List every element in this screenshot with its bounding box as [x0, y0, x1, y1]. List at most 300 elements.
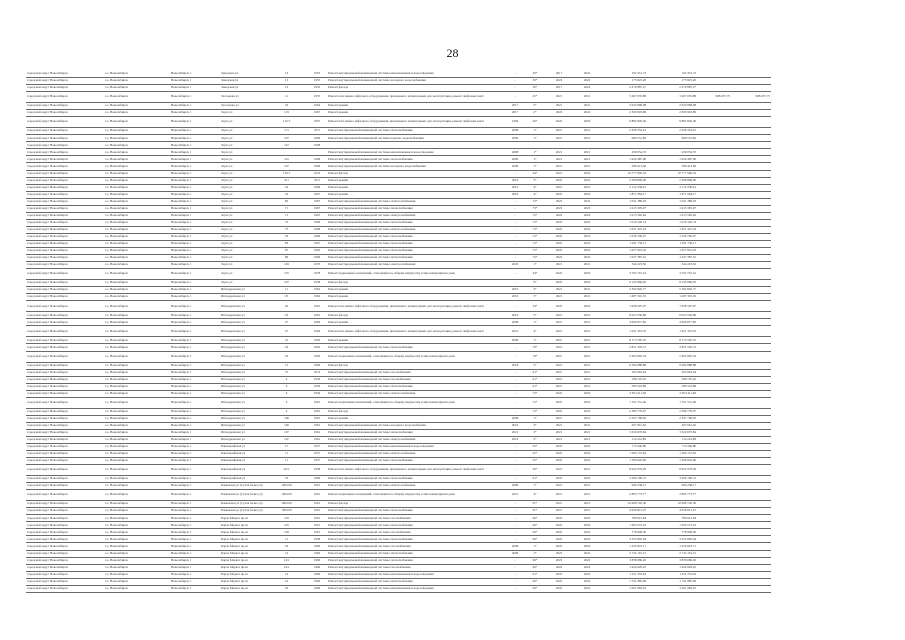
table-cell [697, 280, 731, 287]
table-cell: г.о. Новосибирск [104, 536, 170, 543]
table-cell: г.о. Новосибирск [104, 508, 170, 515]
table-cell: 2022 [545, 255, 573, 262]
table-cell: 1 396 645,60 [647, 458, 697, 465]
table-cell: 3 838 686,26 [601, 557, 647, 564]
table-cell: 13 [278, 71, 295, 78]
table-cell: 1968 [307, 156, 327, 163]
table-cell: Карла Маркса пр-кт [220, 550, 278, 557]
table-cell: 2022 [545, 198, 573, 205]
table-cell: Новосибирск г [170, 103, 220, 110]
table-cell: Новосибирск г [170, 117, 220, 128]
table-cell [731, 262, 771, 269]
table-cell: 2008 [505, 543, 525, 550]
table-row [26, 280, 771, 287]
table-cell: г.о. Новосибирск [104, 476, 170, 483]
table-cell: Новосибирск г [170, 163, 220, 170]
table-row [26, 326, 771, 337]
table-cell [295, 312, 307, 319]
table-cell: 1961 [307, 408, 327, 415]
table-cell: Новосибирск г [170, 429, 220, 436]
table-cell: 9 882 826,46 [647, 117, 697, 128]
table-cell [731, 564, 771, 571]
table-cell: 67* [525, 501, 545, 508]
table-cell: Ремонт внутридомовой инженерной системы газоснабжения [327, 543, 505, 550]
table-cell: Зорге ул [220, 135, 278, 142]
table-row [26, 415, 771, 422]
table-cell: Ипподромская ул [220, 319, 278, 326]
table-cell: 2021 [545, 312, 573, 319]
table-cell: Карла Маркса пр-кт [220, 585, 278, 592]
table-cell: 1961 [307, 515, 327, 522]
table-cell: 1 701 531,46 [601, 397, 647, 408]
table-cell [697, 376, 731, 383]
table-cell [697, 85, 731, 92]
table-cell: городской округ Новосибирск [26, 177, 104, 184]
table-cell [295, 571, 307, 578]
table-cell: 23 [278, 312, 295, 319]
table-cell: городской округ Новосибирск [26, 312, 104, 319]
table-cell: 2022 [573, 564, 601, 571]
table-cell: 26/1 [278, 465, 295, 476]
table-cell: Зорге ул [220, 191, 278, 198]
table-cell: 2021 [545, 436, 573, 443]
table-cell: Каменская ул (Сухая балка ул) [220, 483, 278, 490]
table-cell [697, 429, 731, 436]
table-cell: 2022 [573, 177, 601, 184]
table-cell: г.о. Новосибирск [104, 103, 170, 110]
table-cell: Новосибирск г [170, 515, 220, 522]
table-cell: 25* [525, 458, 545, 465]
table-cell: - [505, 198, 525, 205]
table-cell [295, 408, 307, 415]
table-cell: 2 459 354,01 [601, 128, 647, 135]
table-cell [295, 170, 307, 177]
table-cell: 2022 [573, 301, 601, 312]
table-cell: городской округ Новосибирск [26, 255, 104, 262]
table-row [26, 571, 771, 578]
table-cell: 16 [278, 585, 295, 592]
table-cell [295, 422, 307, 429]
table-cell: 689 531,82 [601, 135, 647, 142]
table-cell: городской округ Новосибирск [26, 458, 104, 465]
table-cell: г.о. Новосибирск [104, 149, 170, 156]
table-cell: 1968 [307, 226, 327, 233]
table-cell: Ипподромская ул [220, 429, 278, 436]
table-cell: 2021 [573, 436, 601, 443]
table-cell: Зорге ул [220, 163, 278, 170]
table-cell: 2 932 868,08 [601, 103, 647, 110]
table-row [26, 543, 771, 550]
table-cell: Ипподромская ул [220, 422, 278, 429]
table-cell: 73* [525, 205, 545, 212]
table-cell: 589 543,89 [601, 383, 647, 390]
table-cell [295, 149, 307, 156]
table-cell: г.о. Новосибирск [104, 205, 170, 212]
table-cell: 1966 [307, 184, 327, 191]
table-cell: Ремонт внутридомовой инженерной системы электроснабжения [327, 483, 505, 490]
table-cell: 2022 [545, 110, 573, 117]
table-cell [573, 142, 601, 149]
table-cell [295, 212, 307, 219]
table-cell: 1* [525, 543, 545, 550]
table-cell: 27 [278, 319, 295, 326]
table-cell: г.о. Новосибирск [104, 529, 170, 536]
table-cell: Новосибирск г [170, 529, 220, 536]
table-cell [295, 319, 307, 326]
table-cell: 34* [525, 269, 545, 280]
table-cell: 2 831 505,72 [601, 344, 647, 351]
table-cell [697, 501, 731, 508]
table-cell: - [505, 443, 525, 450]
table-cell: Ремонт крыши [327, 287, 505, 294]
table-cell: городской округ Новосибирск [26, 248, 104, 255]
table-cell [295, 163, 307, 170]
table-cell: 2008 [505, 128, 525, 135]
table-cell: 1967 [307, 198, 327, 205]
table-cell: 1 061 983,25 [601, 585, 647, 592]
table-row [26, 103, 771, 110]
table-cell: 9 584 888,88 [601, 362, 647, 369]
table-cell: г.о. Новосибирск [104, 128, 170, 135]
table-cell: Зорге ул [220, 212, 278, 219]
table-row [26, 198, 771, 205]
table-cell [731, 135, 771, 142]
table-cell: 1 027 387,01 [647, 255, 697, 262]
table-cell: Ремонт внутридомовой инженерной системы холодного водоснабжения [327, 163, 505, 170]
table-cell: Ремонт внутридомовой инженерной системы холодного водоснабжения [327, 78, 505, 85]
table-body [26, 71, 771, 592]
table-cell: Кавалерийская ул [220, 443, 278, 450]
table-cell [731, 212, 771, 219]
table-cell [731, 476, 771, 483]
table-cell: городской округ Новосибирск [26, 128, 104, 135]
table-cell: Заслонова ул [220, 103, 278, 110]
table-cell: 2023 [573, 233, 601, 240]
table-cell: городской округ Новосибирск [26, 571, 104, 578]
table-cell: 15 [278, 362, 295, 369]
table-cell [295, 269, 307, 280]
table-cell: Карла Маркса пр-кт [220, 536, 278, 543]
table-row [26, 240, 771, 247]
table-cell: 1* [525, 128, 545, 135]
table-cell: - [505, 451, 525, 458]
table-cell: 119 [278, 110, 295, 117]
table-cell [697, 301, 731, 312]
table-cell: Ремонт внутридомовой инженерной системы теплоснабжения [327, 156, 505, 163]
table-cell: 1960 [307, 578, 327, 585]
table-cell: Новосибирск г [170, 110, 220, 117]
table-cell: 4 [278, 383, 295, 390]
table-cell: 2021 [545, 326, 573, 337]
table-cell [295, 550, 307, 557]
table-cell: 73 [278, 219, 295, 226]
table-row [26, 248, 771, 255]
table-cell [697, 408, 731, 415]
table-cell: Новосибирск г [170, 170, 220, 177]
table-cell: 1962 [307, 287, 327, 294]
table-cell: Ремонт внутридомовой инженерной системы теплоснабжения [327, 233, 505, 240]
table-cell: г.о. Новосибирск [104, 436, 170, 443]
table-cell: г.о. Новосибирск [104, 219, 170, 226]
table-cell: г.о. Новосибирск [104, 501, 170, 508]
table-cell: 2 380 779,07 [647, 408, 697, 415]
table-cell: Ремонт внутридомовой инженерной системы электроснабжения [327, 390, 505, 397]
table-cell [697, 529, 731, 536]
table-cell: Ремонт или замена лифтового оборудования, признанного непригодным для эксплуатации, ремонт лифтовых шахт [327, 117, 505, 128]
table-cell: 2022 [545, 280, 573, 287]
table-cell: 2 380 779,07 [601, 408, 647, 415]
table-cell: 69* [525, 515, 545, 522]
table-cell [697, 248, 731, 255]
table-cell: 2021 [573, 103, 601, 110]
table-cell [731, 198, 771, 205]
table-cell: 1 011 255,94 [647, 571, 697, 578]
table-cell: Новосибирск г [170, 269, 220, 280]
table-cell: г.о. Новосибирск [104, 451, 170, 458]
table-cell: 2023 [573, 255, 601, 262]
table-cell [697, 390, 731, 397]
table-cell: Ипподромская ул [220, 383, 278, 390]
table-cell: 2022 [573, 458, 601, 465]
table-cell: Зорге ул [220, 177, 278, 184]
table-cell: 11 [278, 536, 295, 543]
table-cell: Зорге ул [220, 219, 278, 226]
table-cell [295, 515, 307, 522]
table-cell [295, 415, 307, 422]
table-cell: Новосибирск г [170, 578, 220, 585]
table-cell [731, 170, 771, 177]
table-cell: 2008 [505, 149, 525, 156]
table-cell: 1 027 819,45 [601, 248, 647, 255]
table-cell: 69* [525, 557, 545, 564]
table-cell: 14 [278, 550, 295, 557]
table-cell: Новосибирск г [170, 184, 220, 191]
table-cell: 100/100 [278, 490, 295, 501]
table-cell [295, 135, 307, 142]
table-cell: 713 246,80 [647, 443, 697, 450]
table-cell: Новосибирск г [170, 78, 220, 85]
table-cell: 2022 [545, 269, 573, 280]
table-cell: 2017 [505, 110, 525, 117]
table-cell: городской округ Новосибирск [26, 71, 104, 78]
table-cell: - [505, 344, 525, 351]
table-cell: 167 [278, 163, 295, 170]
table-cell: - [505, 85, 525, 92]
table-cell: Ипподромская ул [220, 326, 278, 337]
table-cell: 99 [278, 255, 295, 262]
table-cell: 1* [525, 149, 545, 156]
table-cell: городской округ Новосибирск [26, 156, 104, 163]
table-cell [731, 319, 771, 326]
table-cell: 4* [525, 490, 545, 501]
table-cell [307, 149, 327, 156]
table-cell: Новосибирск г [170, 149, 220, 156]
table-cell: 1 013 592,62 [601, 212, 647, 219]
table-row [26, 287, 771, 294]
table-cell: - [505, 508, 525, 515]
table-cell: городской округ Новосибирск [26, 376, 104, 383]
table-cell [731, 578, 771, 585]
table-cell [731, 451, 771, 458]
table-cell: Ремонт внутридомовой инженерной системы электроснабжения [327, 212, 505, 219]
table-cell: городской округ Новосибирск [26, 85, 104, 92]
table-cell: городской округ Новосибирск [26, 294, 104, 301]
table-cell [731, 376, 771, 383]
table-cell: г.о. Новосибирск [104, 255, 170, 262]
table-cell: 61* [525, 376, 545, 383]
table-row [26, 429, 771, 436]
table-cell: 69* [525, 564, 545, 571]
table-row [26, 564, 771, 571]
table-cell: городской округ Новосибирск [26, 226, 104, 233]
table-cell: г.о. Новосибирск [104, 240, 170, 247]
table-cell: 1 011 255,94 [601, 571, 647, 578]
table-cell: городской округ Новосибирск [26, 483, 104, 490]
table-cell: 3 702 701,16 [647, 269, 697, 280]
table-cell: 3 838 686,26 [647, 557, 697, 564]
table-cell: Кавалерийская ул [220, 476, 278, 483]
table-cell [697, 78, 731, 85]
table-cell: Ремонт внутридомовой инженерной системы горячего водоснабжения [327, 135, 505, 142]
table-cell: 26* [525, 117, 545, 128]
table-cell: Ипподромская ул [220, 287, 278, 294]
table-cell: 2021 [545, 344, 573, 351]
table-cell: 13 [278, 85, 295, 92]
table-cell: 598 725,45 [601, 376, 647, 383]
table-cell [697, 233, 731, 240]
table-cell: 2022 [573, 71, 601, 78]
table-cell: 2021 [573, 163, 601, 170]
table-cell: 5* [525, 362, 545, 369]
table-row [26, 156, 771, 163]
table-cell: Ремонт внутридомовой инженерной системы теплоснабжения [327, 550, 505, 557]
table-cell: Карла Маркса пр-кт [220, 529, 278, 536]
table-cell: 2021 [573, 376, 601, 383]
table-cell [697, 255, 731, 262]
table-cell: 72* [525, 240, 545, 247]
table-cell: 2 732 191,15 [601, 550, 647, 557]
table-cell: 2021 [573, 362, 601, 369]
table-cell: Новосибирск г [170, 436, 220, 443]
table-cell: г.о. Новосибирск [104, 422, 170, 429]
table-cell: 73 [278, 226, 295, 233]
table-cell: городской округ Новосибирск [26, 287, 104, 294]
table-cell: 4 096 877,85 [647, 319, 697, 326]
table-cell: Новосибирск г [170, 383, 220, 390]
table-cell: 2022 [573, 117, 601, 128]
table-cell [295, 294, 307, 301]
table-cell [697, 585, 731, 592]
table-cell: 33 [278, 476, 295, 483]
table-cell: Ремонт внутридомовой инженерной системы теплоснабжения [327, 476, 505, 483]
table-cell: - [505, 226, 525, 233]
table-cell: 2022 [545, 117, 573, 128]
table-cell [697, 319, 731, 326]
table-cell: Ремонт внутридомовой инженерной системы теплоснабжения [327, 383, 505, 390]
table-cell: 2017 [545, 71, 573, 78]
table-cell: Ипподромская ул [220, 436, 278, 443]
table-cell: 11 [278, 92, 295, 103]
table-cell [697, 110, 731, 117]
table-cell: Ремонт внутридомовой инженерной системы теплоснабжения [327, 522, 505, 529]
table-cell [731, 177, 771, 184]
table-row [26, 515, 771, 522]
table-cell: г.о. Новосибирск [104, 490, 170, 501]
table-cell: 25* [525, 92, 545, 103]
table-cell [295, 85, 307, 92]
table-cell: Новосибирск г [170, 191, 220, 198]
table-cell: г.о. Новосибирск [104, 301, 170, 312]
table-cell: 8 022 979,29 [647, 465, 697, 476]
table-row [26, 177, 771, 184]
table-cell: 1 031 750,11 [647, 240, 697, 247]
table-cell: 2 309 903,80 [647, 110, 697, 117]
table-cell: 1 013 592,62 [647, 212, 697, 219]
table-cell: - [505, 212, 525, 219]
table-cell [731, 383, 771, 390]
table-cell: 211 [278, 177, 295, 184]
table-cell: 16 777 966,32 [601, 170, 647, 177]
table-cell: г.о. Новосибирск [104, 191, 170, 198]
table-cell: Новосибирск г [170, 490, 220, 501]
table-cell: Ремонт крыши [327, 191, 505, 198]
table-cell: 2022 [545, 443, 573, 450]
table-cell: 5* [525, 177, 545, 184]
table-cell [295, 536, 307, 543]
table-cell: 161 [278, 156, 295, 163]
table-cell: 1 626 929,25 [647, 564, 697, 571]
table-cell: 1974 [307, 369, 327, 376]
table-cell: 14/1 [278, 557, 295, 564]
table-cell: - [505, 369, 525, 376]
table-cell: 1971 [307, 128, 327, 135]
table-row [26, 476, 771, 483]
table-cell [697, 564, 731, 571]
table-cell: 2 732 191,15 [647, 550, 697, 557]
table-cell [697, 142, 731, 149]
table-cell: 1967 [307, 212, 327, 219]
table-cell: 129 [278, 262, 295, 269]
table-cell [295, 103, 307, 110]
table-cell: 3 702 701,16 [601, 269, 647, 280]
table-cell: 2021 [505, 326, 525, 337]
table-cell: 5* [525, 294, 545, 301]
table-cell [295, 508, 307, 515]
table-cell: Новосибирск г [170, 351, 220, 362]
table-cell: 1958 [307, 536, 327, 543]
table-cell [731, 117, 771, 128]
table-cell: 1964 [307, 326, 327, 337]
table-cell: Новосибирск г [170, 71, 220, 78]
table-cell: 2019 [505, 294, 525, 301]
table-row [26, 78, 771, 85]
table-cell: г.о. Новосибирск [104, 212, 170, 219]
table-cell: 30* [525, 78, 545, 85]
table-cell: Ремонт крыши [327, 184, 505, 191]
table-row [26, 85, 771, 92]
table-cell [295, 326, 307, 337]
table-cell [731, 287, 771, 294]
table-cell: 395 063,64 [601, 369, 647, 376]
table-cell: 9 145 866,95 [647, 280, 697, 287]
table-cell: 25 [278, 294, 295, 301]
table-cell: Зорге ул [220, 205, 278, 212]
table-cell: Ремонт внутридомовой инженерной системы теплоснабжения [327, 219, 505, 226]
table-cell: 2021 [545, 170, 573, 177]
table-cell [295, 248, 307, 255]
table-cell: 1967 [307, 117, 327, 128]
table-cell: 2021 [573, 287, 601, 294]
